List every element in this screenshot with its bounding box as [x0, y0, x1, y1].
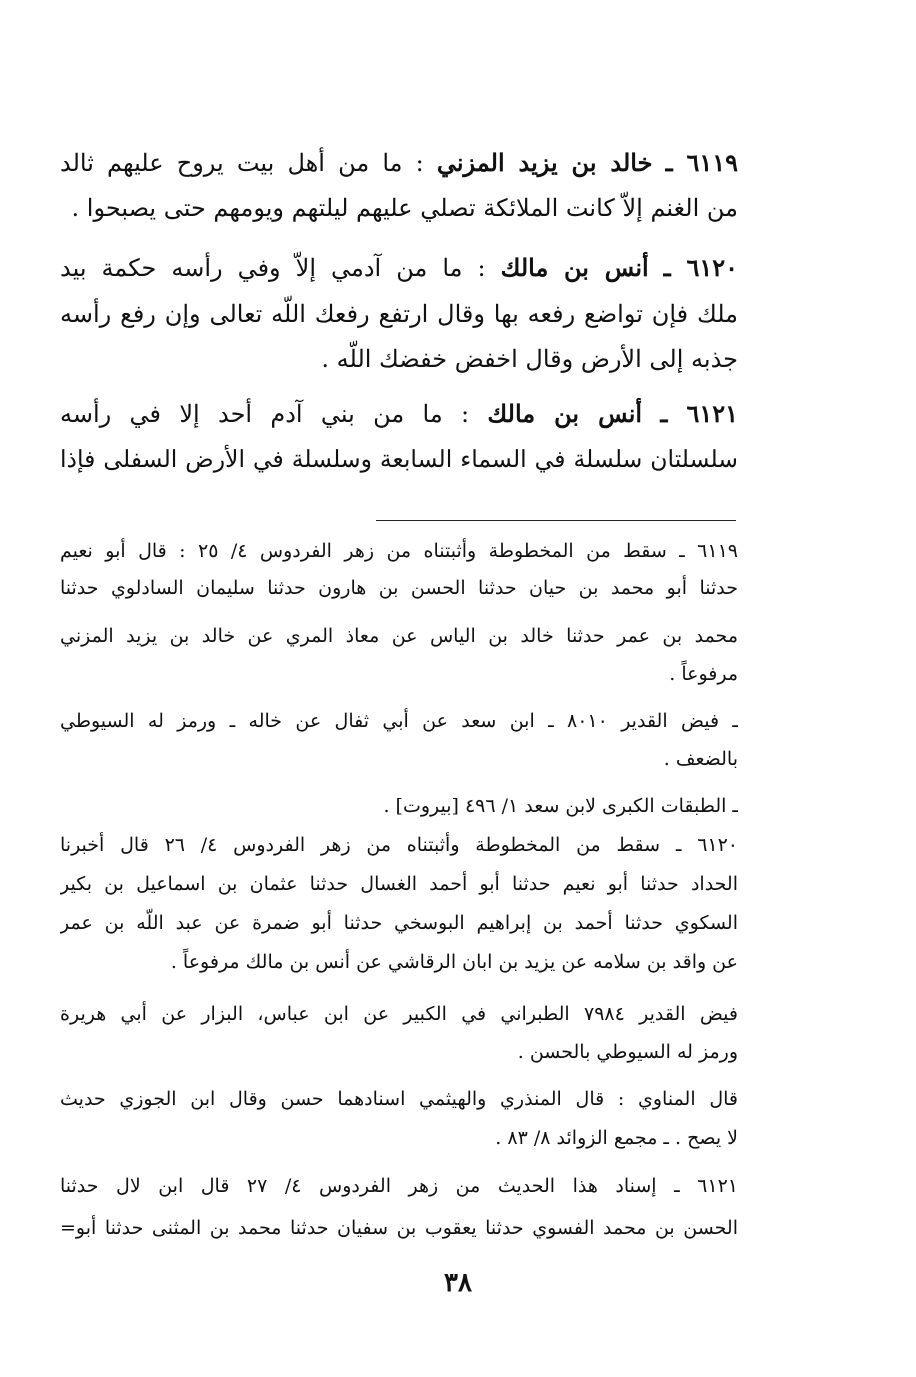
narrator-name: أنس بن مالك [487, 399, 643, 428]
narrator-name: خالد بن يزيد المزني [436, 148, 653, 177]
footnote-line: الحسن بن محمد الفسوي حدثنا يعقوب بن سفيان حدثنا محمد بن المثنى حدثنا أبو= [60, 1217, 738, 1239]
hadith-number: ٦١١٩ ـ [665, 148, 738, 177]
footnote-line: لا يصح . ـ مجمع الزوائد ٨/ ٨٣ . [495, 1127, 738, 1149]
footnote-line: ورمز له السيوطي بالحسن . [517, 1041, 738, 1063]
hadith-number: ٦١٢٠ ـ [663, 253, 738, 282]
footnote-line: ٦١٢١ ـ إسناد هذا الحديث من زهر الفردوس ٤/ ٢٧ قال ابن لال حدثنا [60, 1175, 738, 1197]
footnote-line: ٦١٢٠ ـ سقط من المخطوطة وأثبتناه من زهر الفردوس ٤/ ٢٦ قال أخبرنا [60, 834, 738, 856]
hadith-number: ٦١٢١ ـ [660, 399, 738, 428]
hadith-text: : ما من بني آدم أحد إلا في رأسه [60, 400, 470, 428]
footnote-line: بالضعف . [663, 748, 738, 770]
hadith-6120-line-3: جذبه إلى الأرض وقال اخفض خفضك اللّه . [321, 345, 738, 373]
footnote-line: محمد بن عمر حدثنا خالد بن الياس عن معاذ المري عن خالد بن يزيد المزني [60, 625, 738, 647]
footnote-line: الحداد حدثنا أبو نعيم حدثنا أبو أحمد الغسال حدثنا عثمان بن اسماعيل بن بكير [60, 873, 738, 895]
hadith-6120-line-1 [60, 248, 738, 292]
footnote-separator [376, 520, 736, 521]
hadith-6121-line-2: سلسلتان سلسلة في السماء السابعة وسلسلة في الأرض السفلى فإذا [60, 445, 738, 473]
hadith-6121-line-1 [60, 394, 738, 438]
footnote-line: فيض القدير ٧٩٨٤ الطبراني في الكبير عن ابن عباس، البزار عن أبي هريرة [60, 1003, 738, 1025]
hadith-text: : ما من آدمي إلاّ وفي رأسه حكمة بيد [60, 254, 486, 282]
hadith-6120-line-2: ملك فإن تواضع رفعه بها وقال ارتفع رفعك اللّه تعالى وإن رفع رأسه [60, 300, 738, 328]
hadith-text: : ما من أهل بيت يروح عليهم ثالد [60, 149, 424, 177]
hadith-6119-line-1 [60, 143, 738, 187]
footnote-line: مرفوعاً . [669, 663, 738, 685]
footnote-line: حدثنا أبو محمد بن حيان حدثنا الحسن بن هارون حدثنا سليمان السادلوي حدثنا [60, 577, 738, 599]
hadith-6119-line-2: من الغنم إلاّ كانت الملائكة تصلي عليهم ليلتهم ويومهم حتى يصبحوا . [71, 194, 738, 222]
footnote-line: السكوي حدثنا أحمد بن إبراهيم البوسخي حدثنا أبو ضمرة عن عبد اللّه بن عمر [60, 912, 738, 934]
page-number: ٣٨ [444, 1268, 472, 1298]
footnote-line: ـ الطبقات الكبرى لابن سعد ١/ ٤٩٦ [بيروت] . [383, 795, 738, 817]
footnote-line: عن واقد بن سلامه عن يزيد بن ابان الرقاشي عن أنس بن مالك مرفوعاً . [170, 951, 738, 973]
footnote-line: ـ فيض القدير ٨٠١٠ ـ ابن سعد عن أبي ثفال عن خاله ـ ورمز له السيوطي [60, 710, 738, 732]
narrator-name: أنس بن مالك [500, 253, 649, 282]
footnote-line: ٦١١٩ ـ سقط من المخطوطة وأثبتناه من زهر الفردوس ٤/ ٢٥ : قال أبو نعيم [60, 540, 738, 562]
footnote-line: قال المناوي : قال المنذري والهيثمي اسنادهما حسن وقال ابن الجوزي حديث [60, 1088, 738, 1110]
